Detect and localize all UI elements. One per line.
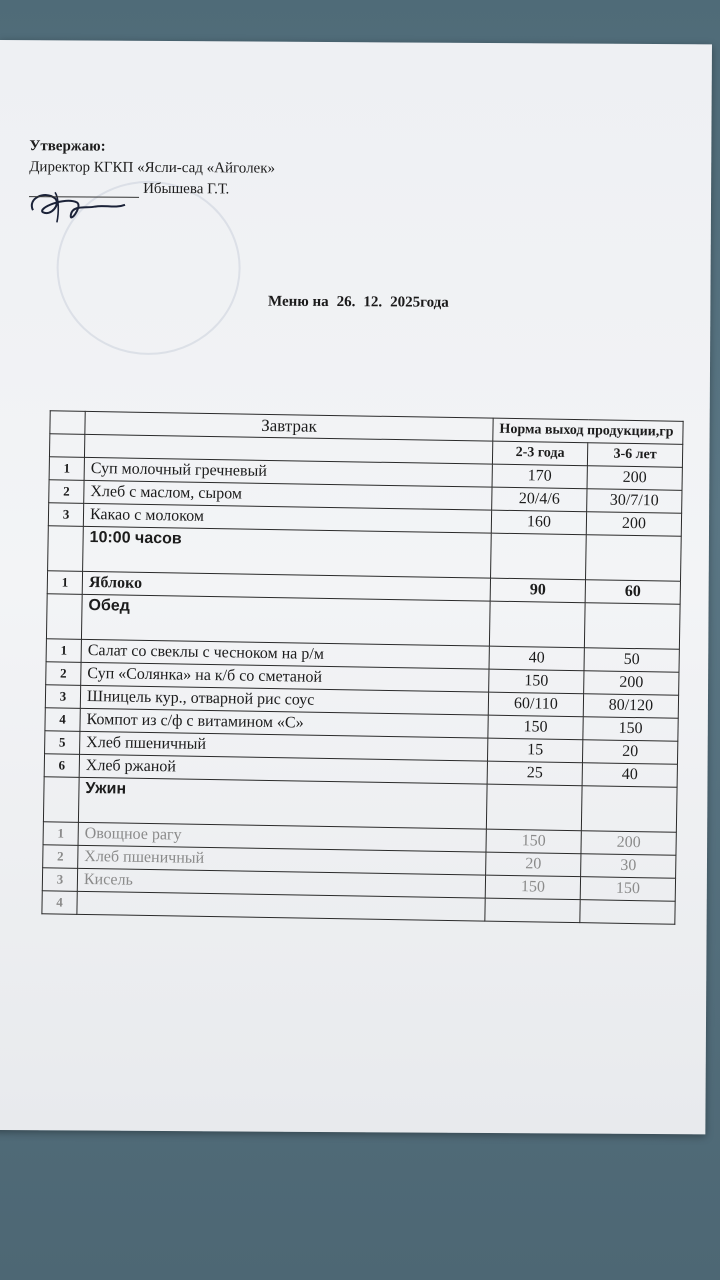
snack-section-blank-1 [491, 533, 587, 580]
portion-2-3: 150 [489, 669, 584, 694]
portion-3-6: 150 [583, 717, 678, 742]
portion-3-6: 200 [587, 466, 682, 491]
menu-title-prefix: Меню на [267, 293, 329, 311]
portion-2-3: 150 [488, 715, 583, 740]
snack-section-num-cell [48, 526, 84, 572]
dish-name: Шницель кур., отварной рис соус [80, 685, 488, 715]
menu-table [41, 410, 683, 924]
portion-3-6: 60 [585, 580, 680, 605]
row-number: 1 [46, 639, 81, 663]
dish-name: Какао с молоком [83, 503, 491, 533]
portion-2-3: 160 [491, 510, 586, 535]
dish-name: Суп «Солянка» на к/б со сметаной [81, 662, 489, 692]
portion-3-6: 80/120 [583, 694, 678, 719]
portion-2-3: 20/4/6 [492, 487, 587, 512]
menu-title-year: 2025года [390, 294, 449, 311]
portion-2-3: 150 [486, 829, 581, 854]
portion-2-3 [485, 898, 580, 923]
row-number: 1 [49, 457, 84, 481]
portion-3-6: 150 [580, 877, 675, 902]
signature-blank [29, 182, 139, 198]
age-num-cell [49, 434, 84, 458]
lunch-section-blank-1 [489, 601, 585, 648]
age-group-1: 2-3 года [492, 441, 587, 466]
header-norm: Норма выход продукции,гр [493, 418, 683, 444]
approval-signature-line [29, 180, 275, 199]
portion-3-6: 20 [582, 740, 677, 765]
portion-2-3: 15 [487, 738, 582, 763]
menu-title-month: 12. [363, 294, 383, 311]
menu-title-day: 26. [336, 294, 356, 311]
menu-table-body [42, 411, 683, 924]
approval-title: Утвержаю: [29, 138, 106, 155]
paper-sheet [0, 40, 712, 1134]
row-number: 4 [45, 708, 80, 732]
row-number: 1 [47, 571, 82, 595]
dish-name: Хлеб пшеничный [78, 845, 486, 875]
snack-section-title: 10:00 часов [83, 526, 492, 578]
row-number: 1 [43, 822, 78, 846]
portion-3-6: 200 [581, 831, 676, 856]
portion-3-6: 40 [582, 763, 677, 788]
portion-2-3: 150 [485, 875, 580, 900]
lunch-section-title: Обед [81, 594, 490, 646]
portion-2-3: 90 [490, 578, 585, 603]
portion-3-6 [580, 900, 675, 925]
header-num-cell [50, 411, 85, 435]
row-number: 3 [45, 685, 80, 709]
row-number: 5 [45, 731, 80, 755]
portion-3-6: 30 [581, 854, 676, 879]
dish-name: Суп молочный гречневый [84, 457, 492, 487]
portion-3-6: 50 [584, 648, 679, 673]
dinner-section-blank-1 [486, 784, 582, 831]
dish-name: Яблоко [82, 571, 490, 601]
portion-3-6: 30/7/10 [587, 489, 682, 514]
row-number: 2 [43, 845, 78, 869]
lunch-section-blank-2 [584, 603, 680, 650]
portion-2-3: 40 [489, 646, 584, 671]
dish-name: Салат со свеклы с чесноком на р/м [81, 639, 489, 669]
approval-position: Директор КГКП «Ясли-сад «Айголек» [29, 159, 276, 177]
snack-section-blank-2 [586, 535, 682, 582]
row-number: 4 [42, 891, 77, 915]
portion-3-6: 200 [586, 512, 681, 537]
dish-name: Хлеб пшеничный [80, 731, 488, 761]
portion-2-3: 60/110 [488, 692, 583, 717]
age-group-2: 3-6 лет [587, 443, 682, 468]
dish-name: Хлеб с маслом, сыром [84, 480, 492, 510]
approval-block [29, 138, 275, 199]
row-number: 3 [48, 503, 83, 527]
dish-name: Кисель [77, 868, 485, 898]
lunch-section-num-cell [46, 594, 82, 640]
dish-name: Овощное рагу [78, 822, 486, 852]
row-number: 6 [44, 754, 79, 778]
portion-3-6: 200 [584, 671, 679, 696]
dinner-section-title: Ужин [78, 777, 487, 829]
approval-name: Ибышева Г.Т. [143, 180, 230, 198]
row-number: 2 [46, 662, 81, 686]
dish-name: Компот из с/ф с витамином «С» [80, 708, 488, 738]
row-number: 2 [49, 480, 84, 504]
portion-2-3: 20 [486, 852, 581, 877]
row-number: 3 [42, 868, 77, 892]
portion-2-3: 25 [487, 761, 582, 786]
dish-name: Хлеб ржаной [79, 754, 487, 784]
dinner-section-num-cell [43, 777, 79, 823]
portion-2-3: 170 [492, 464, 587, 489]
dinner-section-blank-2 [581, 786, 677, 833]
header-breakfast: Завтрак [85, 411, 493, 441]
